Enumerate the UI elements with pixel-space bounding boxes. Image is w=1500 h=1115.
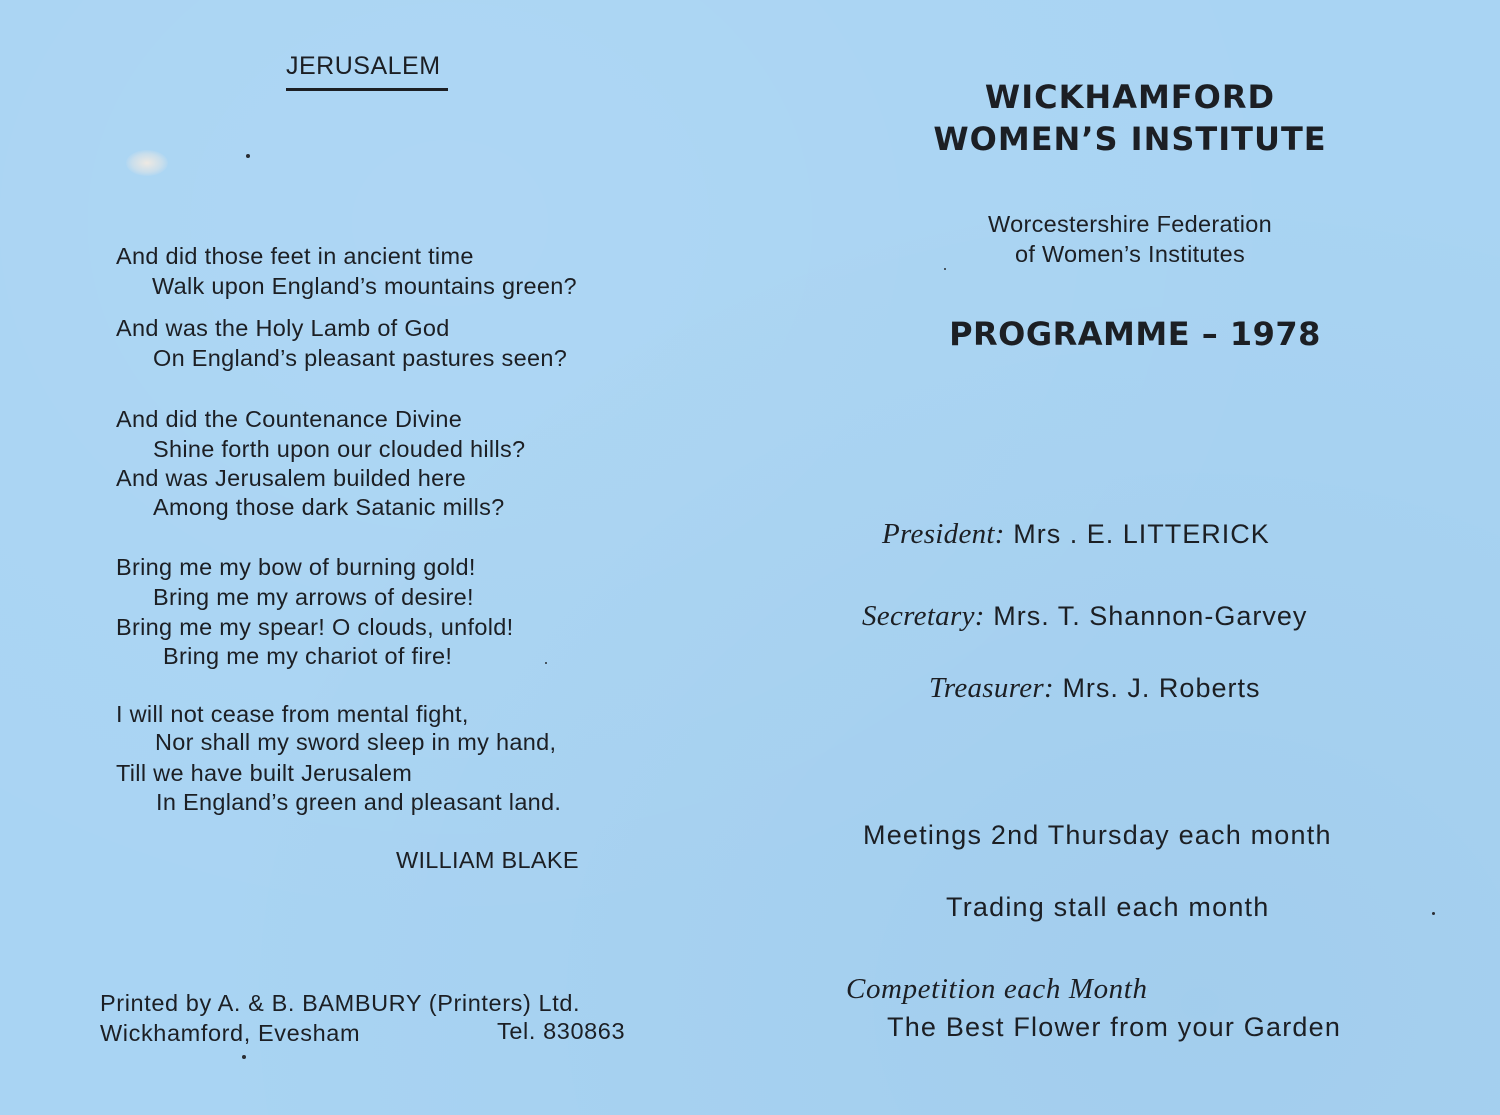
title-underline (286, 88, 448, 91)
meetings-info: Meetings 2nd Thursday each month (863, 820, 1332, 850)
trading-info: Trading stall each month (946, 892, 1270, 922)
paper-speck (242, 1055, 246, 1059)
competition-detail: The Best Flower from your Garden (887, 1012, 1342, 1042)
officer-role: President: (882, 518, 1005, 550)
poem-line: On England’s pleasant pastures seen? (153, 345, 568, 371)
competition-title: Competition each Month (846, 973, 1148, 1005)
officer-role: Treasurer: (929, 672, 1054, 704)
poem-line: Among those dark Satanic mills? (153, 494, 505, 520)
paper-smudge (126, 150, 168, 176)
poem-line: Bring me my spear! O clouds, unfold! (116, 614, 514, 640)
federation-line2: of Women’s Institutes (1014, 241, 1246, 267)
paper-speck (246, 154, 250, 158)
poem-line: And did the Countenance Divine (116, 406, 463, 432)
officer-name: Mrs . E. LITTERICK (1013, 519, 1270, 549)
poem-line: And was Jerusalem builded here (116, 465, 466, 491)
poem-line: I will not cease from mental fight, (116, 701, 469, 727)
printer-telephone: Tel. 830863 (497, 1018, 626, 1044)
paper-speck (944, 268, 946, 270)
printer-location: Wickhamford, Evesham (100, 1020, 361, 1046)
programme-title: PROGRAMME – 1978 (949, 315, 1321, 353)
poem-line: And did those feet in ancient time (116, 243, 474, 269)
poem-line: Nor shall my sword sleep in my hand, (155, 729, 557, 755)
poem-line: In England’s green and pleasant land. (156, 789, 562, 815)
poem-line: Bring me my bow of burning gold! (116, 554, 476, 580)
poem-line: Till we have built Jerusalem (116, 760, 413, 786)
officer-name: Mrs. T. Shannon-Garvey (993, 601, 1308, 631)
printer-line: Printed by A. & B. BAMBURY (Printers) Ltd. (100, 990, 581, 1016)
poem-line: Shine forth upon our clouded hills? (153, 436, 526, 462)
poem-line: And was the Holy Lamb of God (116, 315, 450, 341)
officer-treasurer (929, 672, 1260, 705)
officer-secretary (862, 600, 1307, 633)
paper-speck (545, 662, 547, 664)
poem-line: Bring me my chariot of fire! (163, 643, 453, 669)
paper-speck (1432, 912, 1435, 915)
institute-name-line1: WICKHAMFORD (984, 78, 1276, 116)
poem-line: Bring me my arrows of desire! (153, 584, 474, 610)
officer-role: Secretary: (862, 600, 985, 632)
poem-author: WILLIAM BLAKE (396, 847, 579, 873)
officer-president (882, 518, 1270, 551)
poem-title: JERUSALEM (286, 52, 441, 80)
officer-name: Mrs. J. Roberts (1062, 673, 1261, 703)
institute-name-line2: WOMEN’S INSTITUTE (933, 120, 1327, 158)
poem-line: Walk upon England’s mountains green? (152, 273, 577, 299)
federation-line1: Worcestershire Federation (988, 211, 1272, 237)
